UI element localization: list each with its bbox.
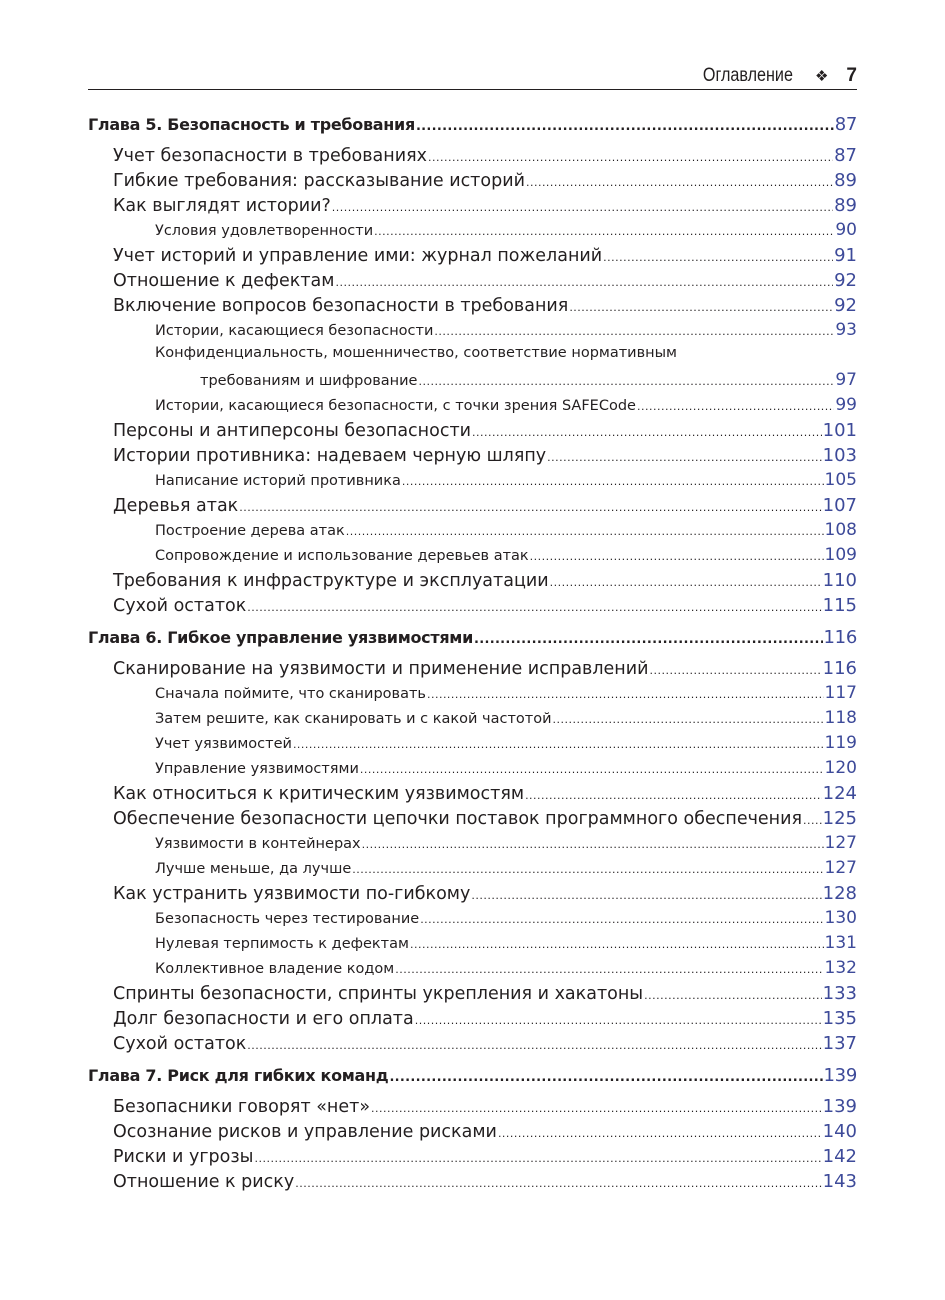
dot-leader <box>352 861 823 877</box>
toc-entry-title: Гибкие требования: рассказывание историй <box>113 171 525 191</box>
toc-entry-title: Спринты безопасности, спринты укрепления и хакатоны <box>113 984 644 1004</box>
dot-leader <box>525 784 822 804</box>
toc-page-number: 142 <box>822 1146 857 1167</box>
toc-page-number: 93 <box>835 320 857 340</box>
dot-leader <box>603 246 833 266</box>
dot-leader <box>530 548 824 564</box>
toc-page-number: 131 <box>824 933 857 953</box>
page-number: 7 <box>846 64 857 86</box>
toc-page-number: 116 <box>822 658 857 679</box>
toc-entry-title: Истории, касающиеся безопасности <box>155 323 434 339</box>
toc-entry-title: Обеспечение безопасности цепочки поставок программного обеспечения <box>113 809 803 829</box>
dot-leader <box>474 628 823 647</box>
dot-leader <box>371 1097 822 1117</box>
toc-entry-title: Учет уязвимостей <box>155 736 292 752</box>
dot-leader <box>547 446 821 466</box>
toc-entry-title: Деревья атак <box>113 496 239 516</box>
toc-entry-title: Истории, касающиеся безопасности, с точки зрения SAFECode <box>155 398 636 414</box>
dot-leader <box>420 911 823 927</box>
toc-page-number: 130 <box>824 908 857 928</box>
toc-entry[interactable] <box>88 445 857 470</box>
toc-entry-title: Глава 5. Безопасность и требования <box>88 115 415 134</box>
dot-leader <box>402 473 824 489</box>
dot-leader <box>362 836 824 852</box>
toc-page-number: 91 <box>834 245 857 266</box>
dot-leader <box>550 571 822 591</box>
toc-entry[interactable] <box>88 345 857 370</box>
toc-page-number: 87 <box>834 114 857 135</box>
toc-page-number: 119 <box>824 733 857 753</box>
toc-entry[interactable] <box>88 1096 857 1121</box>
toc-entry[interactable] <box>88 1121 857 1146</box>
toc-page-number: 92 <box>834 270 857 291</box>
dot-leader <box>637 398 834 414</box>
toc-page-number: 92 <box>834 295 857 316</box>
dot-leader <box>395 961 823 977</box>
toc-page-number: 108 <box>824 520 857 540</box>
dot-leader <box>427 686 824 702</box>
dot-leader <box>410 936 824 952</box>
header-title: Оглавление <box>702 64 793 86</box>
toc-entry-title: Учет безопасности в требованиях <box>113 146 427 166</box>
toc-page-number: 135 <box>822 1008 857 1029</box>
dot-leader <box>295 1172 821 1192</box>
toc-page-number: 89 <box>834 170 857 191</box>
toc-entry[interactable] <box>88 495 857 520</box>
toc-entry[interactable] <box>88 733 857 758</box>
toc-entry[interactable] <box>88 983 857 1008</box>
toc-page-number: 87 <box>834 145 857 166</box>
toc-entry[interactable] <box>88 883 857 908</box>
toc-entry[interactable] <box>88 1171 857 1196</box>
toc-entry-title: Отношение к дефектам <box>113 271 335 291</box>
toc-entry[interactable] <box>88 295 857 320</box>
toc-entry[interactable] <box>88 658 857 683</box>
toc-entry-title: Включение вопросов безопасности в требования <box>113 296 569 316</box>
toc-page-number: 97 <box>835 370 857 390</box>
toc-entry[interactable] <box>88 395 857 420</box>
toc-entry-title: Отношение к риску <box>113 1172 295 1192</box>
toc-entry-title: Сопровождение и использование деревьев атак <box>155 548 529 564</box>
dot-leader <box>526 171 833 191</box>
toc-page-number: 127 <box>824 858 857 878</box>
toc-entry-title: Учет историй и управление ими: журнал пожеланий <box>113 246 603 266</box>
toc-entry-title: Как относиться к критическим уязвимостям <box>113 784 525 804</box>
toc-page-number: 127 <box>824 833 857 853</box>
toc-entry[interactable] <box>88 833 857 858</box>
toc-entry-title: Написание историй противника <box>155 473 401 489</box>
toc-page-number: 116 <box>823 627 857 648</box>
toc-page-number: 103 <box>822 445 857 466</box>
toc-entry-title: Как устранить уязвимости по-гибкому <box>113 884 471 904</box>
toc-entry-title: Уязвимости в контейнерах <box>155 836 361 852</box>
toc-page-number: 99 <box>835 395 857 415</box>
dot-leader <box>254 1147 821 1167</box>
dot-leader <box>335 271 833 291</box>
dot-leader <box>416 115 834 134</box>
toc-entry-title: Нулевая терпимость к дефектам <box>155 936 409 952</box>
toc-entry-title: Долг безопасности и его оплата <box>113 1009 414 1029</box>
dot-leader <box>360 761 824 777</box>
toc-entry-title: Глава 7. Риск для гибких команд <box>88 1066 389 1085</box>
toc-entry-title: Глава 6. Гибкое управление уязвимостями <box>88 628 473 647</box>
dot-leader <box>239 496 821 516</box>
toc-entry[interactable] <box>88 708 857 733</box>
toc-page-number: 125 <box>822 808 857 829</box>
toc-entry[interactable] <box>88 908 857 933</box>
ornament-icon: ❖ <box>814 67 829 85</box>
toc-page-number: 139 <box>823 1065 857 1086</box>
dot-leader <box>374 223 834 239</box>
dot-leader <box>644 984 822 1004</box>
toc-entry[interactable] <box>88 933 857 958</box>
dot-leader <box>553 711 824 727</box>
toc-entry[interactable] <box>88 420 857 445</box>
toc-page-number: 132 <box>824 958 857 978</box>
toc-entry[interactable] <box>88 145 857 170</box>
dot-leader <box>247 1034 821 1054</box>
toc-chapter[interactable] <box>88 1065 857 1092</box>
toc-entry[interactable] <box>88 220 857 245</box>
toc-entry-title: Сухой остаток <box>113 596 247 616</box>
toc-page-number: 117 <box>824 683 857 703</box>
toc-page-number: 101 <box>822 420 857 441</box>
toc-entry[interactable] <box>88 470 857 495</box>
toc-entry-title: Коллективное владение кодом <box>155 961 395 977</box>
dot-leader <box>472 421 822 441</box>
toc-entry-title: Сухой остаток <box>113 1034 247 1054</box>
dot-leader <box>415 1009 822 1029</box>
toc-page-number: 128 <box>822 883 857 904</box>
toc-page-number: 140 <box>822 1121 857 1142</box>
toc-entry-title: Условия удовлетворенности <box>155 223 374 239</box>
dot-leader <box>247 596 821 616</box>
toc-entry[interactable] <box>88 783 857 808</box>
toc-page-number: 90 <box>835 220 857 240</box>
toc-entry-title: Сначала поймите, что сканировать <box>155 686 426 702</box>
toc-entry-title: Затем решите, как сканировать и с какой частотой <box>155 711 552 727</box>
toc-entry[interactable] <box>88 370 857 395</box>
toc-chapter[interactable] <box>88 114 857 141</box>
toc-page-number: 89 <box>834 195 857 216</box>
dot-leader <box>428 146 833 166</box>
toc-entry-title: Лучше меньше, да лучше <box>155 861 352 877</box>
toc-entry-title: Безопасность через тестирование <box>155 911 420 927</box>
toc-entry-title: Риски и угрозы <box>113 1147 254 1167</box>
toc-entry[interactable] <box>88 520 857 545</box>
toc-page-number: 107 <box>822 495 857 516</box>
toc-entry[interactable] <box>88 320 857 345</box>
toc-page-number: 143 <box>822 1171 857 1192</box>
toc-page-number: 105 <box>824 470 857 490</box>
toc-entry[interactable] <box>88 758 857 783</box>
toc-entry[interactable] <box>88 683 857 708</box>
dot-leader <box>418 373 834 389</box>
toc-entry[interactable] <box>88 1033 857 1058</box>
toc-entry[interactable] <box>88 808 857 833</box>
toc-page-number: 139 <box>822 1096 857 1117</box>
toc-page-number: 120 <box>824 758 857 778</box>
toc-entry[interactable] <box>88 245 857 270</box>
toc-page-number: 133 <box>822 983 857 1004</box>
toc-page-number: 115 <box>822 595 857 616</box>
table-of-contents <box>88 114 857 1196</box>
toc-chapter[interactable] <box>88 627 857 654</box>
dot-leader <box>332 196 833 216</box>
toc-entry-title: Построение дерева атак <box>155 523 345 539</box>
toc-entry-title: Персоны и антиперсоны безопасности <box>113 421 472 441</box>
toc-entry[interactable] <box>88 195 857 220</box>
toc-entry-title: Безопасники говорят «нет» <box>113 1097 371 1117</box>
running-header <box>88 62 857 90</box>
toc-entry[interactable] <box>88 958 857 983</box>
toc-entry-title: Управление уязвимостями <box>155 761 359 777</box>
dot-leader <box>650 659 822 679</box>
toc-entry-title: Истории противника: надеваем черную шляпу <box>113 446 547 466</box>
toc-entry[interactable] <box>88 1146 857 1171</box>
dot-leader <box>803 809 822 829</box>
toc-entry[interactable] <box>88 595 857 620</box>
dot-leader <box>471 884 821 904</box>
toc-page-number: 110 <box>822 570 857 591</box>
toc-page-number: 109 <box>824 545 857 565</box>
toc-entry[interactable] <box>88 170 857 195</box>
dot-leader <box>389 1066 822 1085</box>
toc-entry[interactable] <box>88 1008 857 1033</box>
toc-entry-title: требованиям и шифрование <box>200 373 418 389</box>
toc-entry[interactable] <box>88 858 857 883</box>
toc-page-number: 137 <box>822 1033 857 1054</box>
toc-entry-title: Осознание рисков и управление рисками <box>113 1122 497 1142</box>
dot-leader <box>434 323 834 339</box>
toc-entry-title: Сканирование на уязвимости и применение исправлений <box>113 659 649 679</box>
toc-entry-title: Конфиденциальность, мошенничество, соответствие нормативным <box>155 345 677 361</box>
dot-leader <box>498 1122 822 1142</box>
toc-entry[interactable] <box>88 545 857 570</box>
dot-leader <box>569 296 833 316</box>
toc-entry-title: Как выглядят истории? <box>113 196 331 216</box>
toc-entry[interactable] <box>88 270 857 295</box>
toc-page-number: 118 <box>824 708 857 728</box>
toc-entry[interactable] <box>88 570 857 595</box>
dot-leader <box>293 736 824 752</box>
toc-page-number: 124 <box>822 783 857 804</box>
dot-leader <box>346 523 824 539</box>
toc-entry-title: Требования к инфраструктуре и эксплуатации <box>113 571 549 591</box>
